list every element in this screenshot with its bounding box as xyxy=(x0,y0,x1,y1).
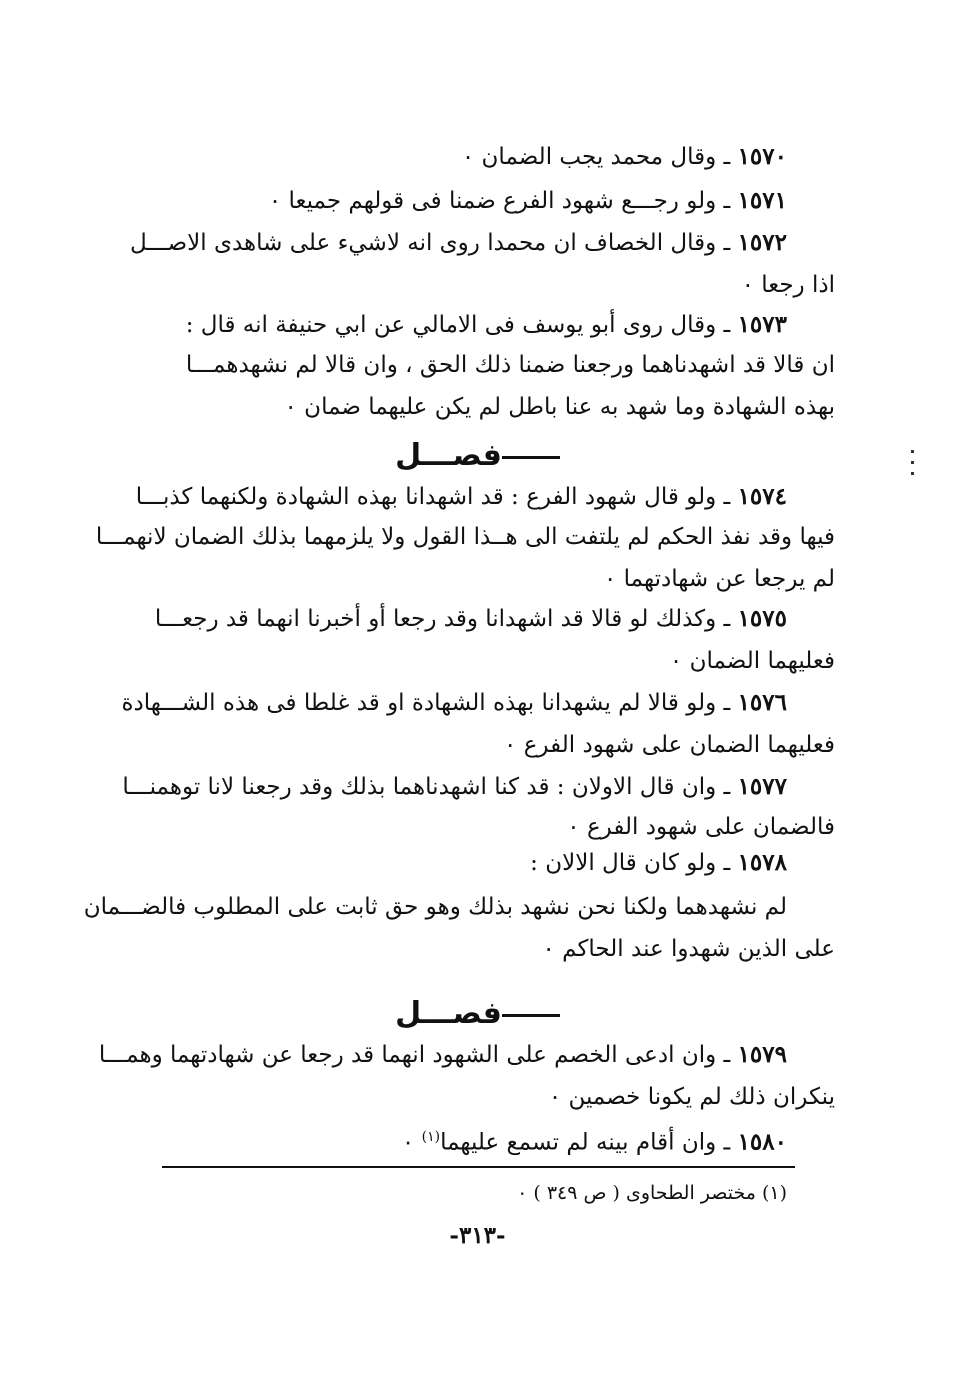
entry-1573-continuation-1: ان قالا قد اشهدناهما ورجعنا ضمنا ذلك الحق ، وان قالا لم نشهدهمـــا xyxy=(185,352,835,378)
entry-1580 xyxy=(402,1122,787,1158)
entry-1575 xyxy=(155,604,787,634)
entry-number: ١٥٧٨ xyxy=(737,849,787,876)
entry-number: ١٥٧٢ xyxy=(737,229,787,256)
entry-1570 xyxy=(462,142,787,172)
section-heading xyxy=(0,996,955,1032)
margin-marks xyxy=(908,450,914,490)
entry-text: ـ ولو رجـــع شهود الفرع ضمنا فى قولهم جميعا ٠ xyxy=(268,188,738,214)
footnote: (١) مختصر الطحاوى ( ص ٣٤٩ ) ٠ xyxy=(517,1182,787,1204)
entry-text: ـ وان ادعى الخصم على الشهود انهما قد رجعا عن شهادتهما وهمـــا xyxy=(98,1042,738,1068)
entry-text: ـ وقال محمد يجب الضمان ٠ xyxy=(461,144,738,170)
entry-1576-continuation: فعليهما الضمان على شهود الفرع ٠ xyxy=(504,732,835,758)
entry-1579 xyxy=(99,1040,787,1070)
page-number: -٣١٣- xyxy=(449,1222,506,1249)
entry-number: ١٥٨٠ xyxy=(737,1128,787,1156)
section-heading xyxy=(0,438,955,474)
entry-text: ـ ولو قالا لم يشهدانا بهذه الشهادة او قد غلطا فى هذه الشـــهادة xyxy=(121,690,738,716)
entry-1574-continuation-1: فيها وقد نفذ الحكم لم يلتفت الى هــذا القول ولا يلزمهما بذلك الضمان لانهمـــا xyxy=(95,524,835,550)
entry-text: ـ وان أقام بينه لم تسمع عليهما xyxy=(440,1129,738,1156)
entry-text: ـ ولو كان قال الالان : xyxy=(530,850,738,876)
entry-number: ١٥٧٩ xyxy=(737,1041,787,1068)
entry-number: ١٥٧٣ xyxy=(737,311,787,338)
entry-1572-continuation: اذا رجعا ٠ xyxy=(741,272,835,298)
entry-number: ١٥٧٦ xyxy=(737,689,787,716)
entry-1578-continuation-2: على الذين شهدوا عند الحاكم ٠ xyxy=(542,936,835,962)
entry-1579-continuation: ينكران ذلك لم يكونا خصمين ٠ xyxy=(548,1084,835,1110)
entry-text: ـ وقال الخصاف ان محمدا روى انه لاشيء على شاهدى الاصـــل xyxy=(129,230,738,256)
entry-1577 xyxy=(122,772,787,802)
entry-number: ١٥٧٤ xyxy=(737,483,787,510)
entry-1578-continuation-1: لم نشهدهما ولكنا نحن نشهد بذلك وهو حق ثابت على المطلوب فالضـــمان xyxy=(83,894,787,920)
entry-number: ١٥٧٧ xyxy=(737,773,787,800)
heading-text: فصـــل xyxy=(395,996,502,1031)
entry-1573-continuation-2: بهذه الشهادة وما شهد به عنا باطل لم يكن عليهما ضمان ٠ xyxy=(284,394,835,420)
entry-number: ١٥٧٥ xyxy=(737,605,787,632)
entry-text: ـ وكذلك لو قالا قد اشهدانا وقد رجعا أو أخبرنا انهما قد رجعـــا xyxy=(154,606,738,632)
entry-text: ـ وان قال الاولان : قد كنا اشهدناهما بذلك وقد رجعنا لانا توهمنـــا xyxy=(122,774,738,800)
entry-1574 xyxy=(136,482,787,512)
entry-number: ١٥٧١ xyxy=(737,187,787,214)
entry-1576 xyxy=(121,688,787,718)
entry-text: ـ ولو قال شهود الفرع : قد اشهدانا بهذه الشهادة ولكنهما كذبـــا xyxy=(135,484,738,510)
footnote-divider xyxy=(162,1166,795,1168)
footnote-reference: (١) xyxy=(421,1129,441,1145)
entry-text: ـ وقال روى أبو يوسف فى الامالي عن ابي حنيفة انه قال : xyxy=(185,312,738,338)
entry-1571 xyxy=(269,186,787,216)
entry-end: ٠ xyxy=(401,1129,422,1156)
entry-number: ١٥٧٠ xyxy=(737,143,787,170)
entry-1573 xyxy=(186,310,787,340)
entry-1577-continuation: فالضمان على شهود الفرع ٠ xyxy=(567,814,835,840)
heading-underline xyxy=(502,1014,560,1017)
entry-1572 xyxy=(130,228,787,258)
entry-1578 xyxy=(530,848,787,878)
heading-underline xyxy=(502,456,560,459)
entry-1574-continuation-2: لم يرجعا عن شهادتهما ٠ xyxy=(604,566,835,592)
heading-text: فصـــل xyxy=(395,438,502,473)
entry-1575-continuation: فعليهما الضمان ٠ xyxy=(669,648,835,674)
